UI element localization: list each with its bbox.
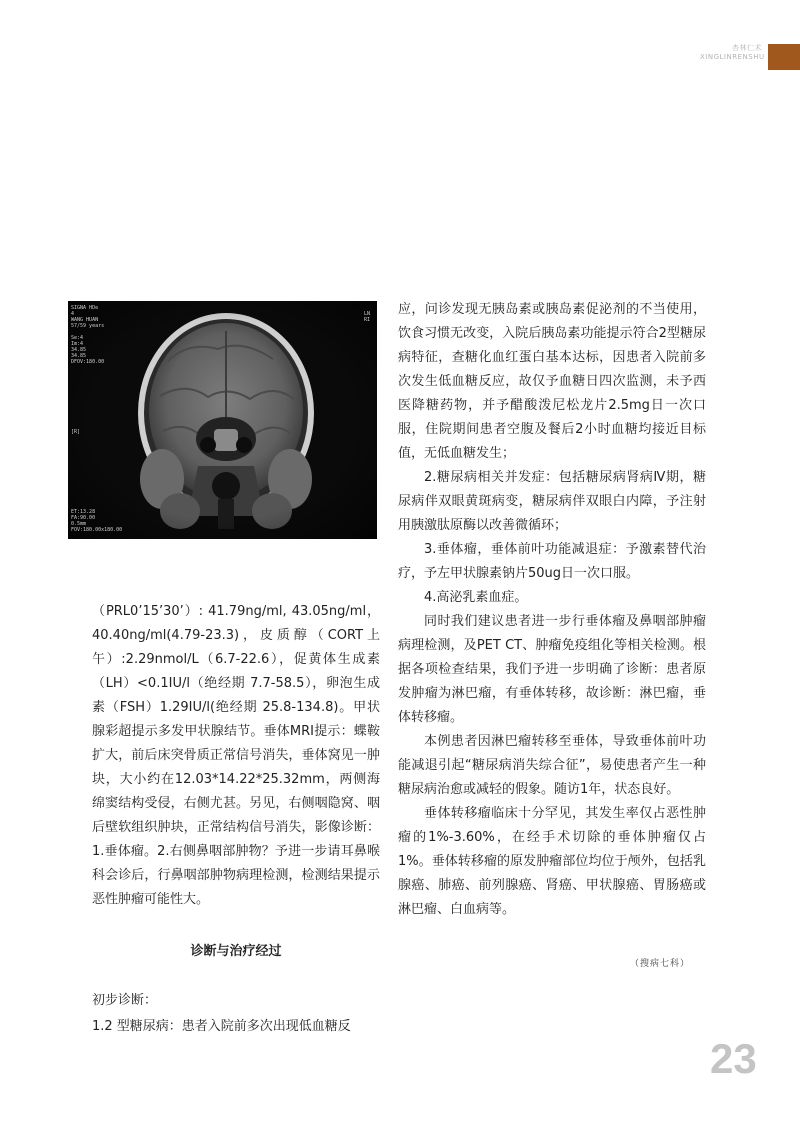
right-paragraph-3: 3.垂体瘤，垂体前叶功能减退症：予激素替代治疗，予左甲状腺素钠片50ug日一次口服。 [398, 542, 706, 581]
mri-scan-drawing [68, 301, 377, 539]
mri-overlay-left-marker: [R] [71, 429, 81, 435]
mri-overlay-bottom-left: ET:13.28 FA:90.00 0.5mm FOV:180.00x180.00 [71, 509, 123, 533]
left-paragraph-1: （PRL0’15’30’）: 41.79ng/ml, 43.05ng/ml，40.40ng/ml(4.79-23.3)，皮质醇（CORT上午）:2.29nmol/L（6.7-22.6），促黄体生成素（LH）<0.1IU/l（绝经期 7.7-58.5），卵泡生成素（FSH）1.29IU/l(绝经期 25.8-134.8)。甲状腺彩超提示多发甲状腺结节。垂体MRI提示：蝶鞍扩大，前后床突骨质正常信号消失，垂体窝见一肿块，大小约在12.03*14.22*25.32mm，两侧海绵窦结构受侵，右侧尤甚。另见，右侧咽隐窝、咽后壁软组织肿块，正常结构信号消失，影像诊断：1.垂体瘤。2.右侧鼻咽部肿物？予进一步请耳鼻喉科会诊后，行鼻咽部肿物病理检测，检测结果提示恶性肿瘤可能性大。 [92, 604, 380, 907]
right-paragraph-2: 2.糖尿病相关并发症：包括糖尿病肾病Ⅳ期，糖尿病伴双眼黄斑病变，糖尿病伴双眼白内障，予注射用胰激肽原酶以改善微循环； [398, 470, 706, 533]
right-paragraph-7: 垂体转移瘤临床十分罕见，其发生率仅占恶性肿瘤的1%-3.60%，在经手术切除的垂体肿瘤仅占1%。垂体转移瘤的原发肿瘤部位均位于颅外，包括乳腺癌、肺癌、前列腺癌、肾癌、甲状腺癌、胃肠癌或淋巴瘤、白血病等。 [398, 806, 706, 917]
left-column [92, 600, 380, 912]
right-paragraph-5: 同时我们建议患者进一步行垂体瘤及鼻咽部肿瘤病理检测，及PET CT、肿瘤免疫组化等相关检测。根据各项检查结果，我们予进一步明确了诊断：患者原发肿瘤为淋巴瘤，有垂体转移，故诊断：淋巴瘤，垂体转移瘤。 [398, 614, 706, 725]
right-paragraph-6: 本例患者因淋巴瘤转移至垂体，导致垂体前叶功能减退引起“糖尿病消失综合征”，易使患者产生一种糖尿病治愈或减轻的假象。随访1年，状态良好。 [398, 734, 706, 797]
right-column [398, 298, 706, 922]
right-paragraph-1: 应，问诊发现无胰岛素或胰岛素促泌剂的不当使用，饮食习惯无改变，入院后胰岛素功能提示符合2型糖尿病特征，查糖化血红蛋白基本达标，因患者入院前多次发生低血糖反应，故仅予血糖日四次监测，未予西医降糖药物，并予醋酸泼尼松龙片2.5mg日一次口服，住院期间患者空腹及餐后2小时血糖均接近目标值，无低血糖发生； [398, 302, 706, 461]
header-brand [700, 44, 765, 62]
initial-diagnosis [92, 988, 392, 1040]
mri-overlay-top-right: LN RI [364, 311, 371, 323]
diagnosis-item-1: 1.2 型糖尿病：患者入院前多次出现低血糖反 [92, 1019, 351, 1034]
right-paragraph-4: 4.高泌乳素血症。 [424, 590, 528, 605]
article-signature: （搜病七科） [630, 959, 691, 969]
section-title: 诊断与治疗经过 [190, 944, 282, 959]
mri-overlay-top-left: SIGNA HDe 4 WANG HUAN 57/59 years Se:4 Im:4 34.85 34.85 DFOV:180.00 [71, 305, 105, 365]
brand-cn: 杏林仁术 [732, 44, 762, 52]
initial-diagnosis-label: 初步诊断： [92, 993, 158, 1008]
mri-image [68, 301, 377, 539]
brand-accent-bar [768, 44, 800, 70]
brand-en: XINGLINRENSHU [700, 53, 765, 61]
page-number: 23 [710, 1035, 757, 1082]
